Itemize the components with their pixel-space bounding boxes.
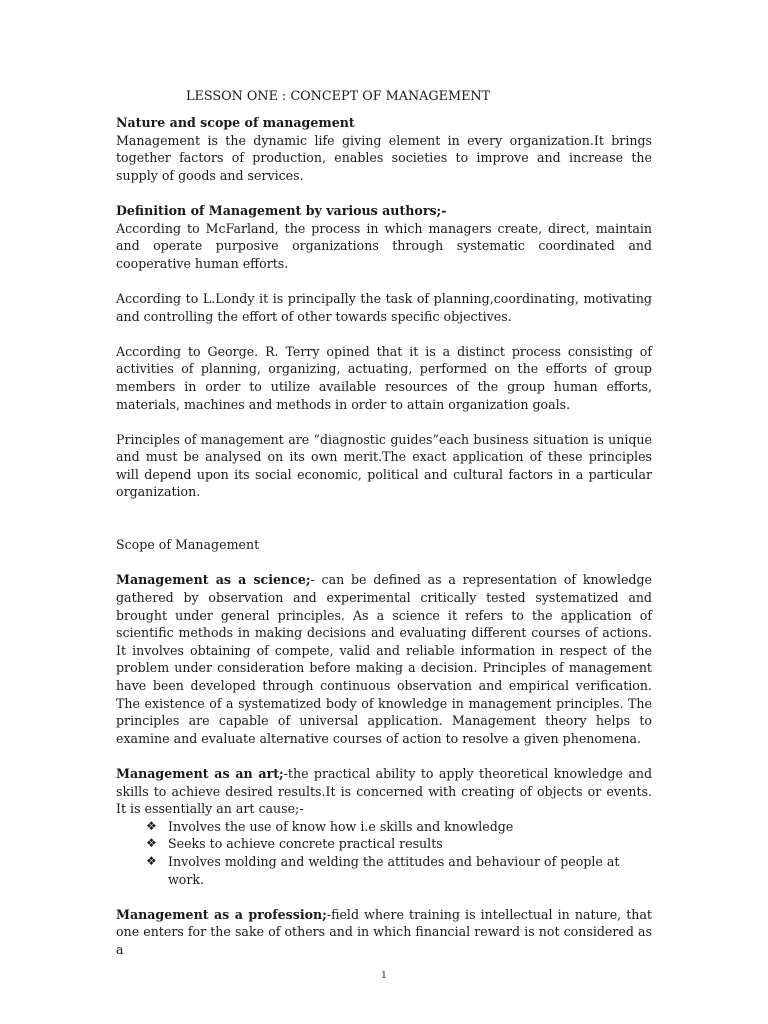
- terry-paragraph: According to George. R. Terry opined that it is a distinct process consisting of activities of planning, organizing, actuating, performed on the efforts of group members in order to utilize available resources of the group human efforts, materials, machines and methods in order to attain organization goals.: [116, 343, 652, 412]
- art-label: Management as an art;: [116, 765, 284, 781]
- nature-paragraph: Management is the dynamic life giving element in every organization.It brings together factors of production, enables societies to improve and increase the supply of goods and services.: [116, 132, 652, 183]
- principles-paragraph: Principles of management are “diagnostic guides”each business situation is unique and must be analysed on its own merit.The exact application of these principles will depend upon its social economic, political and cultural factors in a particular organization.: [116, 431, 652, 500]
- profession-label: Management as a profession;: [116, 906, 327, 922]
- nature-heading: Nature and scope of management: [116, 115, 355, 130]
- document-title: LESSON ONE : CONCEPT OF MANAGEMENT: [186, 89, 491, 104]
- scope-heading: Scope of Management: [116, 537, 260, 553]
- definition-heading: Definition of Management by various authors;-: [116, 202, 447, 218]
- science-label: Management as a science;: [116, 572, 311, 588]
- profession-paragraph: [116, 906, 652, 959]
- list-item: ❖ Involves the use of know how i.e skills and knowledge: [146, 818, 514, 834]
- list-item: ❖ Involves molding and welding the attitudes and behaviour of people at work.: [146, 853, 620, 887]
- art-text: -the practical ability to apply theoretical knowledge and skills to achieve desired results.It is concerned with creating of objects or events. It is essentially an art cause;-: [116, 765, 652, 817]
- document-body: [116, 88, 652, 959]
- art-bullet-list: [116, 818, 652, 888]
- profession-text: -field where training is intellectual in nature, that one enters for the sake of others and in which financial reward is not considered as a: [116, 906, 652, 957]
- diamond-bullet-icon: ❖: [146, 853, 157, 868]
- mcfarland-paragraph: According to McFarland, the process in which managers create, direct, maintain and operate purposive organizations through systematic coordinated and cooperative human efforts.: [116, 220, 652, 271]
- science-paragraph: [116, 571, 652, 747]
- page-number: 1: [381, 971, 387, 981]
- art-paragraph: [116, 765, 652, 818]
- londy-paragraph: According to L.Londy it is principally the task of planning,coordinating, motivating and controlling the effort of other towards specific objectives.: [116, 290, 652, 324]
- list-item: ❖ Seeks to achieve concrete practical results: [146, 836, 443, 852]
- diamond-bullet-icon: ❖: [146, 818, 157, 833]
- diamond-bullet-icon: ❖: [146, 836, 157, 851]
- science-text: - can be defined as a representation of knowledge gathered by observation and experimental critically tested systematized and brought under general principles. As a science it refers to the application of scientific methods in making decisions and evaluating different courses of actions. It involves obtaining of compete, valid and reliable information in respect of the problem under consideration before making a decision. Principles of management have been developed through continuous observation and empirical verification. The existence of a systematized body of knowledge in management principles. The principles are capable of universal application. Management theory helps to examine and evaluate alternative courses of action to resolve a given phenomena.: [116, 572, 653, 746]
